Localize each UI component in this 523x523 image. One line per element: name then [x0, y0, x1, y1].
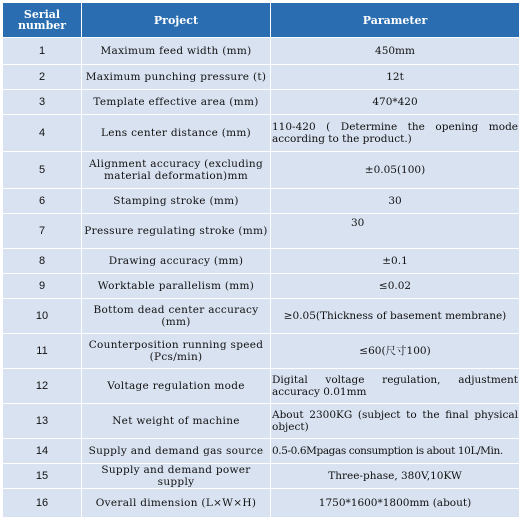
project-cell: Net weight of machine — [82, 404, 271, 439]
table-row — [3, 274, 520, 299]
header-serial-number-label: Serial number — [17, 8, 67, 32]
serial-number-cell: 2 — [3, 65, 82, 90]
serial-number-cell: 14 — [3, 439, 82, 464]
serial-number-cell: 4 — [3, 115, 82, 152]
table-row — [3, 439, 520, 464]
table-row — [3, 464, 520, 489]
table-row — [3, 90, 520, 115]
serial-number-cell: 15 — [3, 464, 82, 489]
serial-number-cell: 1 — [3, 38, 82, 65]
project-cell: Supply and demand power supply — [82, 464, 271, 489]
specification-table — [2, 2, 520, 518]
serial-number-cell: 5 — [3, 152, 82, 189]
project-cell: Bottom dead center accuracy (mm) — [82, 299, 271, 334]
table-row — [3, 214, 520, 249]
parameter-cell: ≤60(尺寸100) — [271, 334, 520, 369]
table-row — [3, 189, 520, 214]
header-serial-number — [3, 3, 82, 38]
table-row — [3, 115, 520, 152]
table-row — [3, 249, 520, 274]
parameter-cell: 30 — [271, 214, 520, 249]
project-cell: Overall dimension (L×W×H) — [82, 489, 271, 518]
parameter-cell: 30 — [271, 189, 520, 214]
project-cell: Stamping stroke (mm) — [82, 189, 271, 214]
table-row — [3, 152, 520, 189]
serial-number-cell: 11 — [3, 334, 82, 369]
table-row — [3, 334, 520, 369]
project-cell: Alignment accuracy (excluding material deformation)mm — [82, 152, 271, 189]
parameter-cell: 110-420 ( Determine the opening mode according to the product.) — [271, 115, 520, 152]
serial-number-cell: 7 — [3, 214, 82, 249]
table-row — [3, 38, 520, 65]
header-project — [82, 3, 271, 38]
project-cell: Drawing accuracy (mm) — [82, 249, 271, 274]
parameter-cell: Three-phase, 380V,10KW — [271, 464, 520, 489]
serial-number-cell: 3 — [3, 90, 82, 115]
project-cell: Pressure regulating stroke (mm) — [82, 214, 271, 249]
project-cell: Supply and demand gas source — [82, 439, 271, 464]
header-project-label: Project — [153, 13, 199, 27]
serial-number-cell: 9 — [3, 274, 82, 299]
parameter-cell: Digital voltage regulation, adjustment accuracy 0.01mm — [271, 369, 520, 404]
project-cell: Maximum feed width (mm) — [82, 38, 271, 65]
table-row — [3, 299, 520, 334]
serial-number-cell: 10 — [3, 299, 82, 334]
project-cell: Template effective area (mm) — [82, 90, 271, 115]
parameter-cell: 450mm — [271, 38, 520, 65]
parameter-cell: 470*420 — [271, 90, 520, 115]
parameter-cell: About 2300KG (subject to the final physical object) — [271, 404, 520, 439]
parameter-cell: ≥0.05(Thickness of basement membrane) — [271, 299, 520, 334]
project-cell: Counterposition running speed (Pcs/min) — [82, 334, 271, 369]
parameter-cell: 0.5-0.6Mpagas consumption is about 10L/Min. — [271, 439, 520, 464]
table-row — [3, 404, 520, 439]
project-cell: Worktable parallelism (mm) — [82, 274, 271, 299]
table-row — [3, 489, 520, 518]
parameter-cell: 12t — [271, 65, 520, 90]
header-parameter-label: Parameter — [362, 13, 428, 27]
serial-number-cell: 13 — [3, 404, 82, 439]
table-header-row — [3, 3, 520, 38]
project-cell: Lens center distance (mm) — [82, 115, 271, 152]
parameter-cell: ±0.1 — [271, 249, 520, 274]
header-parameter — [271, 3, 520, 38]
parameter-cell: ≤0.02 — [271, 274, 520, 299]
table-row — [3, 369, 520, 404]
serial-number-cell: 6 — [3, 189, 82, 214]
table-row — [3, 65, 520, 90]
parameter-cell: 1750*1600*1800mm (about) — [271, 489, 520, 518]
serial-number-cell: 12 — [3, 369, 82, 404]
project-cell: Voltage regulation mode — [82, 369, 271, 404]
project-cell: Maximum punching pressure (t) — [82, 65, 271, 90]
serial-number-cell: 16 — [3, 489, 82, 518]
parameter-cell: ±0.05(100) — [271, 152, 520, 189]
serial-number-cell: 8 — [3, 249, 82, 274]
